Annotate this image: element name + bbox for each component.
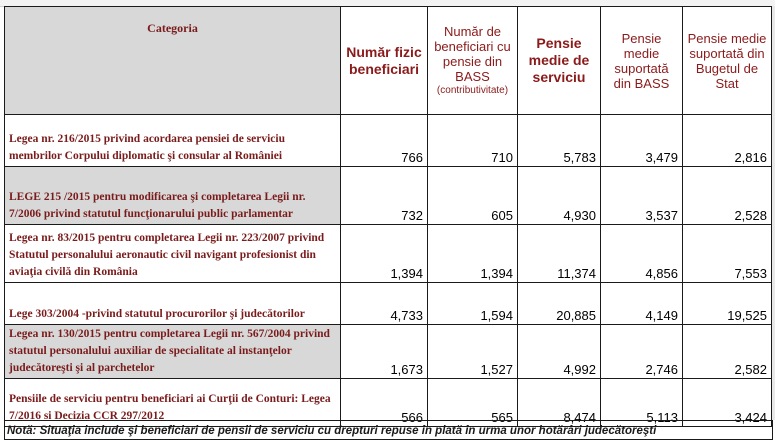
table-row [5,325,772,379]
cell-din-buget[interactable]: 7,553 [683,225,772,283]
row-category[interactable]: Legea nr. 130/2015 pentru completarea Legii nr. 567/2004 privind statutul personalului auxiliar de specialitate al instanţelor judecătoreşti şi al parchetelor [5,325,341,379]
cell-din-buget[interactable]: 19,525 [683,283,772,325]
cell-din-bass[interactable]: 4,856 [601,225,683,283]
cell-pensie-medie[interactable]: 20,885 [518,283,601,325]
row-category[interactable]: Legea nr. 83/2015 pentru completarea Legii nr. 223/2007 privind Statutul personalului aeronautic civil navigant profesionist din aviaţia civilă din România [5,225,341,283]
cell-bass-beneficiari[interactable]: 710 [428,115,518,167]
cell-pensie-medie[interactable]: 5,783 [518,115,601,167]
cell-beneficiari[interactable]: 766 [341,115,428,167]
header-row [5,7,772,115]
cell-bass-beneficiari[interactable]: 1,394 [428,225,518,283]
cell-beneficiari[interactable]: 4,733 [341,283,428,325]
cell-bass-beneficiari[interactable]: 605 [428,167,518,225]
cell-bass-beneficiari[interactable]: 1,594 [428,283,518,325]
row-category[interactable]: Pensiile de serviciu pentru beneficiari ai Curţii de Conturi: Legea 7/2016 si Decizia CCR 297/2012 [5,379,341,427]
cell-din-bass[interactable]: 2,746 [601,325,683,379]
cell-pensie-medie[interactable]: 8,474 [518,379,601,427]
cell-bass-beneficiari[interactable]: 565 [428,379,518,427]
cell-din-buget[interactable]: 2,582 [683,325,772,379]
header-din-bass[interactable]: Pensie medie suportată din BASS [601,7,683,115]
cell-din-buget[interactable]: 2,528 [683,167,772,225]
cell-bass-beneficiari[interactable]: 1,527 [428,325,518,379]
cell-beneficiari[interactable]: 566 [341,379,428,427]
cell-pensie-medie[interactable]: 4,992 [518,325,601,379]
header-din-buget[interactable]: Pensie medie suportată din Bugetul de Stat [683,7,772,115]
table-row [5,167,772,225]
cell-beneficiari[interactable]: 732 [341,167,428,225]
header-bass-beneficiari-main: Număr de beneficiari cu pensie din BASS [434,24,511,84]
footnote[interactable]: Notă: Situaţia include şi beneficiari de pensii de serviciu cu drepturi repuse în plată în urma unor hotărâri judecătoreşti [4,420,773,440]
row-category[interactable]: Lege 303/2004 -privind statutul procurorilor şi judecătorilor [5,283,341,325]
cell-beneficiari[interactable]: 1,394 [341,225,428,283]
table-row [5,115,772,167]
cell-din-buget[interactable]: 2,816 [683,115,772,167]
cell-din-bass[interactable]: 3,479 [601,115,683,167]
header-category[interactable]: Categoria [5,7,341,115]
cell-din-bass[interactable]: 5,113 [601,379,683,427]
cell-beneficiari[interactable]: 1,673 [341,325,428,379]
header-pensie-medie[interactable]: Pensie medie de serviciu [518,7,601,115]
cell-din-bass[interactable]: 4,149 [601,283,683,325]
pension-table [4,6,772,427]
table-row [5,225,772,283]
cell-pensie-medie[interactable]: 11,374 [518,225,601,283]
header-beneficiari[interactable]: Număr fizic beneficiari [341,7,428,115]
cell-pensie-medie[interactable]: 4,930 [518,167,601,225]
cell-din-buget[interactable]: 3,424 [683,379,772,427]
cell-din-bass[interactable]: 3,537 [601,167,683,225]
row-category[interactable]: Legea nr. 216/2015 privind acordarea pensiei de serviciu membrilor Corpului diplomatic şi consular al României [5,115,341,167]
header-bass-beneficiari-sub: (contributivitate) [436,85,509,96]
header-bass-beneficiari[interactable] [428,7,518,115]
table-row [5,283,772,325]
row-category[interactable]: LEGE 215 /2015 pentru modificarea şi completarea Legii nr. 7/2006 privind statutul funcţionarului public parlamentar [5,167,341,225]
